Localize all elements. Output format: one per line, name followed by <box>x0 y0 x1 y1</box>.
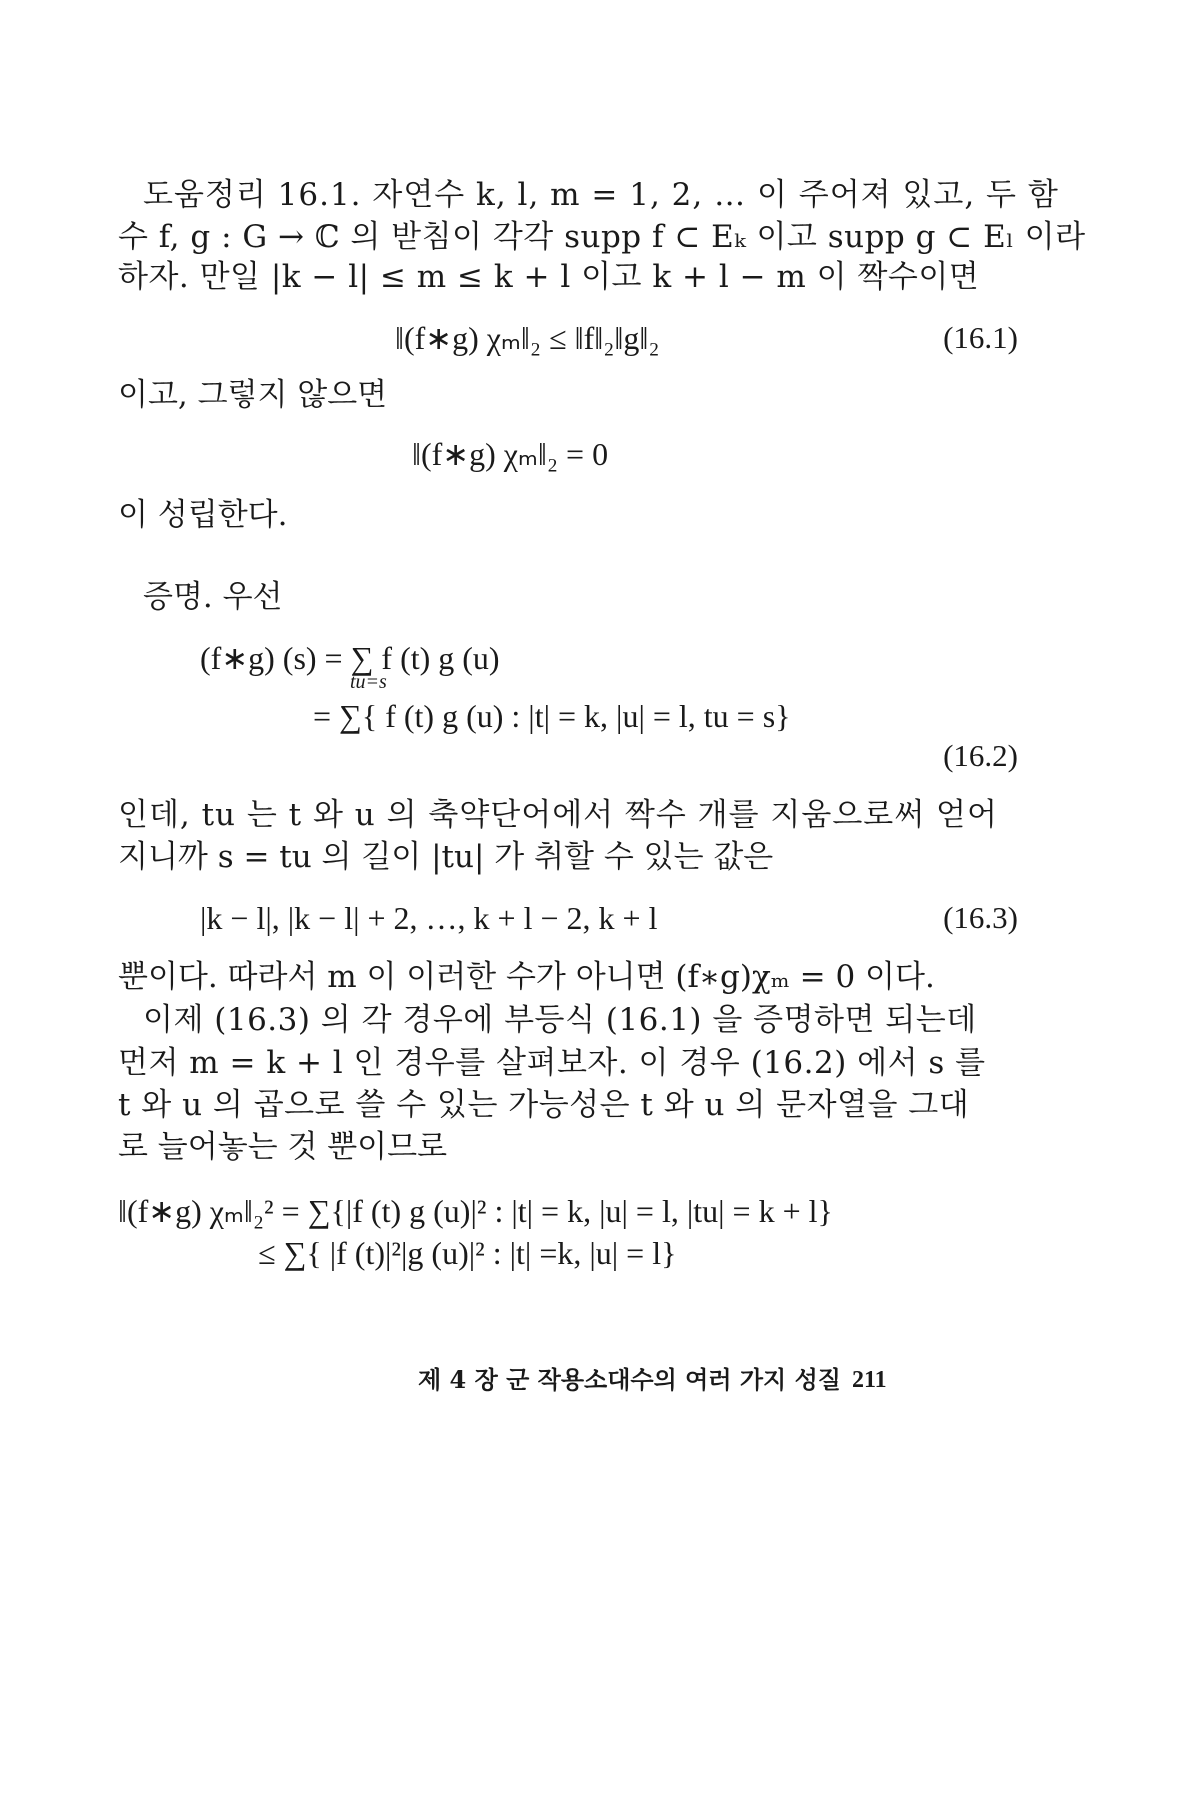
lemma-line-2: 수 f, g : G → ℂ 의 받침이 각각 supp f ⊂ Eₖ 이고 supp g ⊂ Eₗ 이라 <box>118 219 1086 255</box>
equation-norm-squared-line-1: ‖(f∗g) χₘ‖₂² = ∑{|f (t) g (u)|² : |t| = k, |u| = l, |tu| = k + l} <box>118 1193 833 1229</box>
equation-16-3: |k − l|, |k − l| + 2, …, k + l − 2, k + l <box>200 900 658 936</box>
equation-norm-squared-line-2: ≤ ∑{ |f (t)|²|g (u)|² : |t| =k, |u| = l} <box>258 1235 677 1271</box>
paragraph-4-line-1: 이제 (16.3) 의 각 경우에 부등식 (16.1) 을 증명하면 되는데 <box>143 1002 977 1038</box>
lemma-line-3: 하자. 만일 |k − l| ≤ m ≤ k + l 이고 k + l − m 이 짝수이면 <box>118 259 980 295</box>
equation-16-2-label: (16.2) <box>943 738 1018 773</box>
equation-16-1-label: (16.1) <box>943 320 1018 355</box>
equation-16-2-line-2: = ∑{ f (t) g (u) : |t| = k, |u| = l, tu = s} <box>313 698 791 734</box>
proof-heading: 증명. 우선 <box>143 579 283 615</box>
running-footer-chapter: 제 4 장 군 작용소대수의 여러 가지 성질 <box>418 1365 841 1394</box>
paragraph-2-line-2: 지니까 s = tu 의 길이 |tu| 가 취할 수 있는 값은 <box>118 839 774 875</box>
text-after-eq1: 이고, 그렇지 않으면 <box>118 377 388 413</box>
equation-16-3-label: (16.3) <box>943 900 1018 935</box>
lemma-line-1: 도움정리 16.1. 자연수 k, l, m = 1, 2, … 이 주어져 있고, 두 함 <box>143 177 1059 213</box>
text-holds: 이 성립한다. <box>118 497 288 533</box>
paragraph-3-line-1: 뿐이다. 따라서 m 이 이러한 수가 아니면 (f∗g)χₘ = 0 이다. <box>118 959 935 995</box>
equation-16-2-subscript: tu=s <box>350 671 387 693</box>
equation-zero: ‖(f∗g) χₘ‖₂ = 0 <box>412 436 609 472</box>
page-number: 211 <box>852 1367 887 1393</box>
paragraph-2-line-1: 인데, tu 는 t 와 u 의 축약단어에서 짝수 개를 지움으로써 얻어 <box>118 797 998 833</box>
paragraph-4-line-3: t 와 u 의 곱으로 쓸 수 있는 가능성은 t 와 u 의 문자열을 그대 <box>118 1087 970 1123</box>
equation-16-2-line-1: (f∗g) (s) = ∑ f (t) g (u) <box>200 640 500 676</box>
equation-16-1: ‖(f∗g) χₘ‖₂ ≤ ‖f‖₂‖g‖₂ <box>395 320 660 356</box>
paragraph-4-line-4: 로 늘어놓는 것 뿐이므로 <box>118 1129 448 1165</box>
paragraph-4-line-2: 먼저 m = k + l 인 경우를 살펴보자. 이 경우 (16.2) 에서 s 를 <box>118 1045 986 1081</box>
